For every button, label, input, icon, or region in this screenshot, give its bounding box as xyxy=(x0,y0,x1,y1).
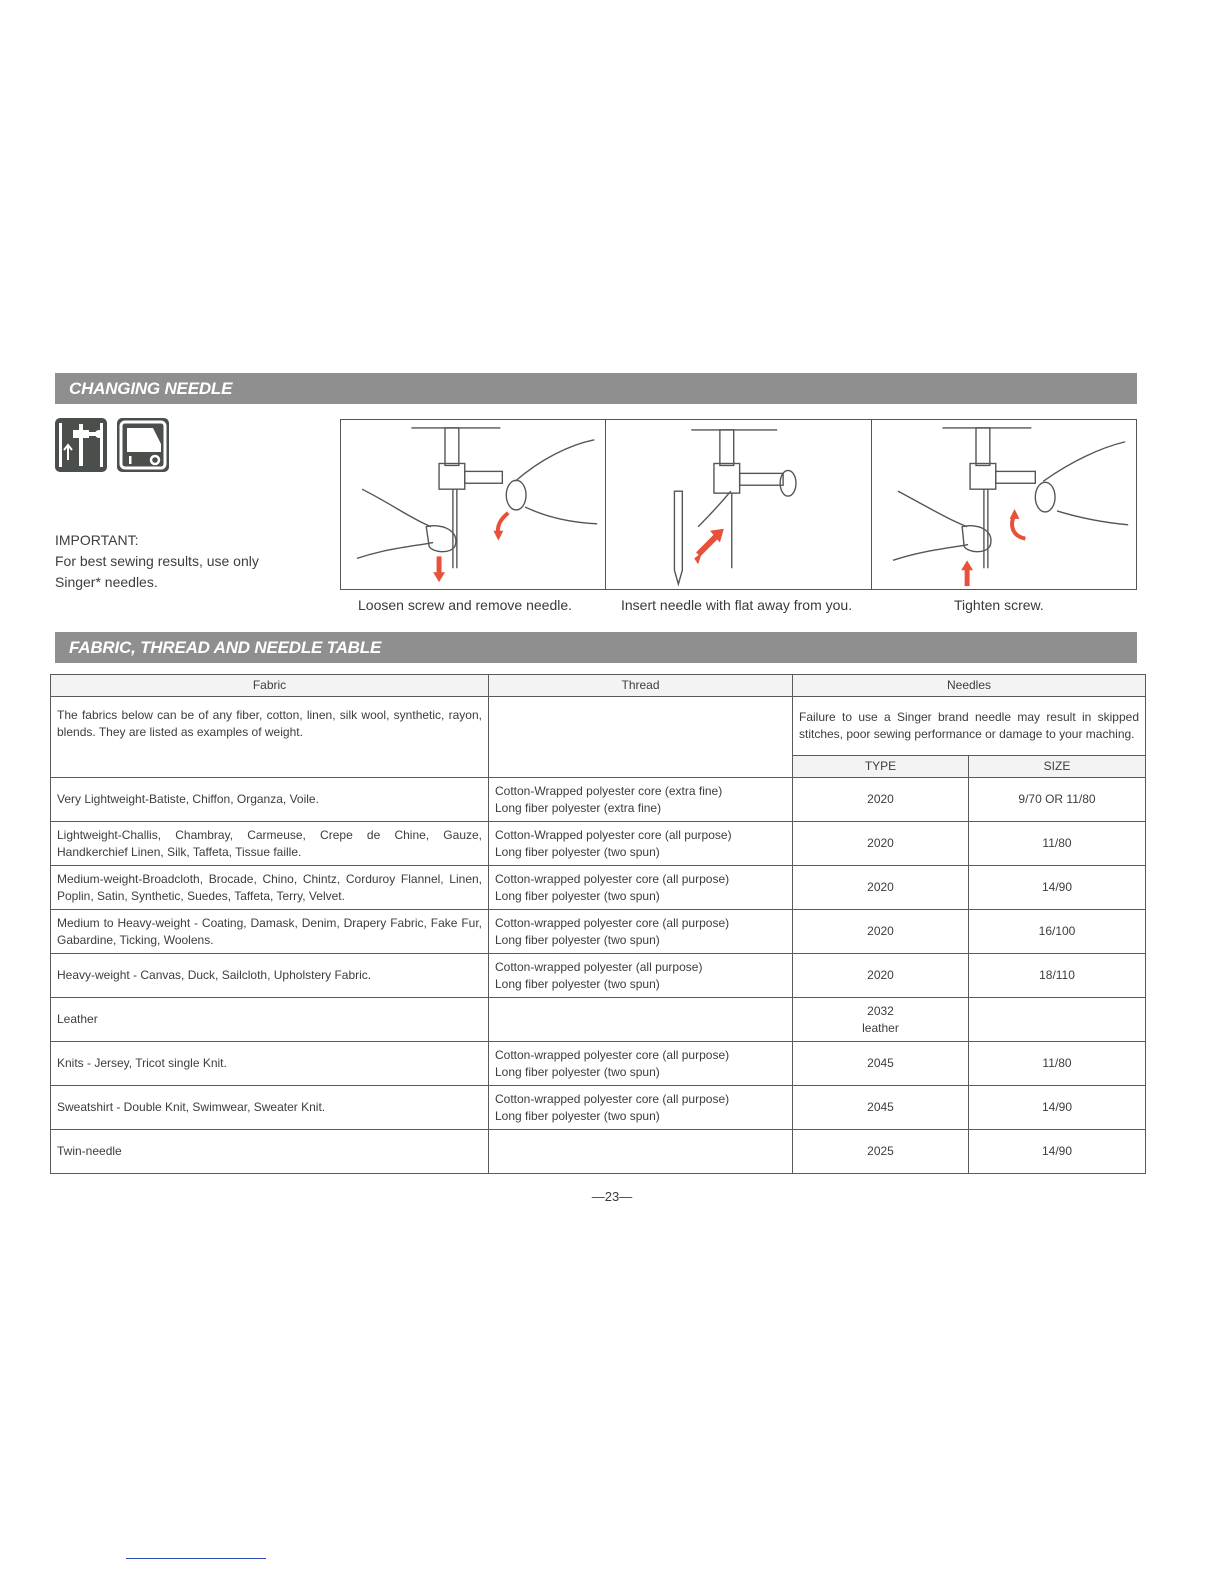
table-row xyxy=(51,1130,1146,1174)
step-3-caption: Tighten screw. xyxy=(954,597,1044,613)
needle-size-cell xyxy=(969,998,1146,1042)
thread-cell xyxy=(489,954,793,998)
fabric-cell: Leather xyxy=(51,998,489,1042)
needle-type: 2020 xyxy=(867,880,894,894)
needle-type-cell xyxy=(793,1042,969,1086)
table-row xyxy=(51,866,1146,910)
needle-type: 2025 xyxy=(867,1144,894,1158)
type-header: TYPE xyxy=(793,756,969,778)
fabric-cell: Sweatshirt - Double Knit, Swimwear, Sweater Knit. xyxy=(51,1086,489,1130)
needle-size-cell: 14/90 xyxy=(969,866,1146,910)
needle-size-cell: 9/70 OR 11/80 xyxy=(969,778,1146,822)
thread-line: Cotton-wrapped polyester core (all purpose) xyxy=(495,871,730,886)
needle-type-cell xyxy=(793,998,969,1042)
thread-line: Cotton-Wrapped polyester core (all purpose) xyxy=(495,827,732,842)
needle-type: 2045 xyxy=(867,1056,894,1070)
fabric-cell: Heavy-weight - Canvas, Duck, Sailcloth, Upholstery Fabric. xyxy=(51,954,489,998)
needle-type-cell xyxy=(793,822,969,866)
step-3-illustration xyxy=(872,420,1136,589)
changing-needle-heading: CHANGING NEEDLE xyxy=(55,373,1137,404)
needle-type-cell xyxy=(793,1086,969,1130)
needle-size-cell: 14/90 xyxy=(969,1086,1146,1130)
thread-line: Cotton-wrapped polyester core (all purpose) xyxy=(495,915,730,930)
needle-size-cell: 16/100 xyxy=(969,910,1146,954)
table-row xyxy=(51,778,1146,822)
thread-cell xyxy=(489,910,793,954)
needle-type: 2020 xyxy=(867,924,894,938)
thread-line: Long fiber polyester (two spun) xyxy=(495,1064,660,1079)
needle-type: 2020 xyxy=(867,968,894,982)
page-number: —23— xyxy=(591,1189,633,1204)
needle-size-cell: 18/110 xyxy=(969,954,1146,998)
needle-change-illustrations xyxy=(340,419,1137,590)
fabric-cell: Knits - Jersey, Tricot single Knit. xyxy=(51,1042,489,1086)
needle-size-cell: 14/90 xyxy=(969,1130,1146,1174)
needle-type: 2020 xyxy=(867,792,894,806)
thread-line: Cotton-wrapped polyester (all purpose) xyxy=(495,959,703,974)
fabric-intro: The fabrics below can be of any fiber, cotton, linen, silk wool, synthetic, rayon, blends. They are listed as examples of weight. xyxy=(51,697,489,778)
thread-line: Long fiber polyester (two spun) xyxy=(495,932,660,947)
thread-cell xyxy=(489,866,793,910)
needle-type-note: leather xyxy=(862,1020,899,1035)
table-row xyxy=(51,954,1146,998)
thread-cell xyxy=(489,1042,793,1086)
important-text-line1: For best sewing results, use only xyxy=(55,553,259,569)
needle-type-cell xyxy=(793,910,969,954)
needle-type-cell xyxy=(793,778,969,822)
thread-header: Thread xyxy=(489,675,793,697)
table-row xyxy=(51,910,1146,954)
thread-line: Cotton-Wrapped polyester core (extra fine) xyxy=(495,783,723,798)
thread-cell xyxy=(489,1086,793,1130)
fabric-cell: Very Lightweight-Batiste, Chiffon, Organza, Voile. xyxy=(51,778,489,822)
thread-cell xyxy=(489,1130,793,1174)
important-text-line2: Singer* needles. xyxy=(55,574,158,590)
needle-size-cell: 11/80 xyxy=(969,822,1146,866)
thread-line: Long fiber polyester (two spun) xyxy=(495,976,660,991)
table-row xyxy=(51,1042,1146,1086)
needle-type: 2045 xyxy=(867,1100,894,1114)
needle-size-cell: 11/80 xyxy=(969,1042,1146,1086)
needles-warning: Failure to use a Singer brand needle may result in skipped stitches, poor sewing performance or damage to your maching. xyxy=(793,697,1146,756)
needle-type-cell xyxy=(793,1130,969,1174)
fabric-cell: Medium to Heavy-weight - Coating, Damask, Denim, Drapery Fabric, Fake Fur, Gabardine, Ticking, Woolens. xyxy=(51,910,489,954)
thread-cell xyxy=(489,822,793,866)
footer-rule xyxy=(126,1558,266,1559)
power-switch-icon xyxy=(117,418,169,472)
thread-line: Long fiber polyester (two spun) xyxy=(495,1108,660,1123)
important-label: IMPORTANT: xyxy=(55,532,139,548)
step-2-illustration xyxy=(606,420,871,589)
thread-line: Long fiber polyester (extra fine) xyxy=(495,800,662,815)
thread-intro-empty xyxy=(489,697,793,778)
needles-header: Needles xyxy=(793,675,1146,697)
thread-line: Long fiber polyester (two spun) xyxy=(495,888,660,903)
thread-cell xyxy=(489,778,793,822)
fabric-cell: Twin-needle xyxy=(51,1130,489,1174)
step-1-illustration xyxy=(341,420,606,589)
needle-type-cell xyxy=(793,954,969,998)
thread-line: Cotton-wrapped polyester core (all purpose) xyxy=(495,1091,730,1106)
thread-line: Long fiber polyester (two spun) xyxy=(495,844,660,859)
fabric-header: Fabric xyxy=(51,675,489,697)
table-row xyxy=(51,998,1146,1042)
fabric-cell: Medium-weight-Broadcloth, Brocade, Chino, Chintz, Corduroy Flannel, Linen, Poplin, Satin, Synthetic, Suedes, Taffeta, Terry, Velvet. xyxy=(51,866,489,910)
needle-type: 2020 xyxy=(867,836,894,850)
size-header: SIZE xyxy=(969,756,1146,778)
table-row xyxy=(51,822,1146,866)
needle-bar-icon xyxy=(55,418,107,472)
thread-cell xyxy=(489,998,793,1042)
needle-type-cell xyxy=(793,866,969,910)
fabric-thread-needle-table xyxy=(50,674,1146,1174)
fabric-cell: Lightweight-Challis, Chambray, Carmeuse, Crepe de Chine, Gauze, Handkerchief Linen, Silk, Taffeta, Tissue faille. xyxy=(51,822,489,866)
step-1-caption: Loosen screw and remove needle. xyxy=(358,597,573,613)
table-row xyxy=(51,1086,1146,1130)
important-note xyxy=(55,530,259,593)
needle-type: 2032 xyxy=(867,1003,894,1018)
thread-line: Cotton-wrapped polyester core (all purpose) xyxy=(495,1047,730,1062)
fabric-table-heading: FABRIC, THREAD AND NEEDLE TABLE xyxy=(55,632,1137,663)
step-2-caption: Insert needle with flat away from you. xyxy=(621,597,853,613)
